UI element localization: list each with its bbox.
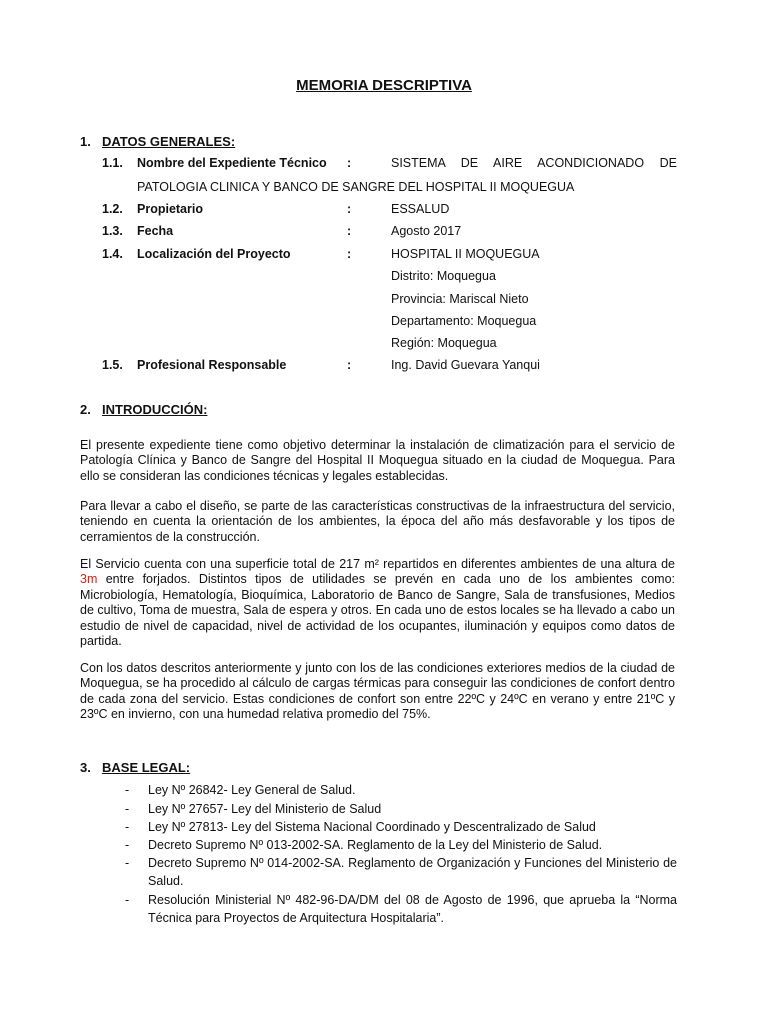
- field-label: Nombre del Expediente Técnico: [137, 156, 327, 170]
- field-row-localizacion: [102, 244, 677, 264]
- bullet-dash: -: [125, 838, 130, 852]
- legal-item-text: Ley Nº 27813- Ley del Sistema Nacional Coordinado y Descentralizado de Salud: [148, 820, 596, 834]
- field-colon: :: [347, 358, 352, 372]
- field-row-profesional: [102, 355, 677, 375]
- field-value-continuation: PATOLOGIA CLINICA Y BANCO DE SANGRE DEL HOSPITAL II MOQUEGUA: [137, 180, 575, 194]
- section-title: BASE LEGAL:: [102, 760, 191, 775]
- field-value: HOSPITAL II MOQUEGUA: [391, 247, 540, 261]
- field-value: Ing. David Guevara Yanqui: [391, 358, 540, 372]
- intro-paragraph-3: [80, 557, 675, 649]
- legal-item-text: Resolución Ministerial Nº 482-96-DA/DM del 08 de Agosto de 1996, que aprueba la “Norma Técnica para Proyectos de Arquitectura Hospitalaria”.: [148, 893, 677, 925]
- section-heading-base-legal: [80, 760, 190, 775]
- section-number: 2.: [80, 402, 91, 417]
- field-label: Localización del Proyecto: [137, 247, 291, 261]
- section-title: INTRODUCCIÓN:: [102, 402, 208, 417]
- location-provincia: Provincia: Mariscal Nieto: [391, 292, 529, 306]
- field-value: SISTEMA DE AIRE ACONDICIONADO DE: [391, 156, 677, 170]
- location-departamento: Departamento: Moquegua: [391, 314, 537, 328]
- field-number: 1.1.: [102, 156, 123, 170]
- legal-item-text: Ley Nº 27657- Ley del Ministerio de Salud: [148, 802, 382, 816]
- bullet-dash: -: [125, 783, 130, 797]
- field-label: Fecha: [137, 224, 174, 238]
- field-number: 1.3.: [102, 224, 123, 238]
- legal-item-text: Decreto Supremo Nº 013-2002-SA. Reglamento de la Ley del Ministerio de Salud.: [148, 838, 603, 852]
- bullet-dash: -: [125, 802, 130, 816]
- intro-paragraph-2: Para llevar a cabo el diseño, se parte de las características constructivas de la infraestructura del servicio, teniendo en cuenta la orientación de los ambientes, la época del año más desfavorable y los tipos de cerramientos de la construcción.: [80, 499, 675, 544]
- field-colon: :: [347, 224, 352, 238]
- location-region: Región: Moquegua: [391, 336, 497, 350]
- section-heading-datos-generales: [80, 134, 235, 149]
- field-colon: :: [347, 247, 352, 261]
- field-colon: :: [347, 156, 352, 170]
- bullet-dash: -: [125, 893, 130, 907]
- field-value: ESSALUD: [391, 202, 450, 216]
- field-number: 1.2.: [102, 202, 123, 216]
- intro-paragraph-4: Con los datos descritos anteriormente y junto con los de las condiciones exteriores medios de la ciudad de Moquegua, se ha procedido al cálculo de cargas térmicas para conseguir las condiciones de confort dentro de cada zona del servicio. Estas condiciones de confort son entre 22ºC y 24ºC en verano y entre 21ºC y 23ºC en invierno, con una humedad relativa promedio del 75%.: [80, 661, 675, 722]
- section-title: DATOS GENERALES:: [102, 134, 236, 149]
- field-row-fecha: [102, 221, 677, 241]
- legal-item-text: Decreto Supremo Nº 014-2002-SA. Reglamento de Organización y Funciones del Ministerio de Salud.: [148, 856, 677, 888]
- paragraph-text: entre forjados. Distintos tipos de utilidades se prevén en cada uno de los ambientes como: Microbiología, Hematología, Bioquímica, Laboratorio de Banco de Sangre, Sala de transfusiones, Medios de cultivo, Toma de muestra, Sala de espera y otros. En cada uno de estos locales se ha llevado a cabo un estudio de nivel de capacidad, nivel de actividad de los ocupantes, iluminación y equipos como datos de partida.: [80, 572, 675, 649]
- field-colon: :: [347, 202, 352, 216]
- field-label: Profesional Responsable: [137, 358, 287, 372]
- intro-paragraph-1: El presente expediente tiene como objetivo determinar la instalación de climatización para el servicio de Patología Clínica y Banco de Sangre del Hospital II Moquegua situado en la ciudad de Moquegua. Para ello se consideran las condiciones técnicas y legales establecidas.: [80, 438, 675, 483]
- bullet-dash: -: [125, 820, 130, 834]
- section-heading-introduccion: [80, 402, 207, 417]
- section-number: 1.: [80, 134, 91, 149]
- document-title: MEMORIA DESCRIPTIVA: [296, 77, 472, 94]
- field-label: Propietario: [137, 202, 203, 216]
- field-row-propietario: [102, 199, 677, 219]
- field-number: 1.5.: [102, 358, 123, 372]
- field-value: Agosto 2017: [391, 224, 462, 238]
- highlighted-height-value: 3m: [80, 572, 98, 587]
- field-number: 1.4.: [102, 247, 123, 261]
- legal-item-text: Ley Nº 26842- Ley General de Salud.: [148, 783, 356, 797]
- section-number: 3.: [80, 760, 91, 775]
- bullet-dash: -: [125, 856, 130, 870]
- field-row-expediente: [102, 153, 677, 173]
- paragraph-text: El Servicio cuenta con una superficie total de 217 m² repartidos en diferentes ambientes de una altura de: [80, 557, 675, 571]
- location-distrito: Distrito: Moquegua: [391, 269, 496, 283]
